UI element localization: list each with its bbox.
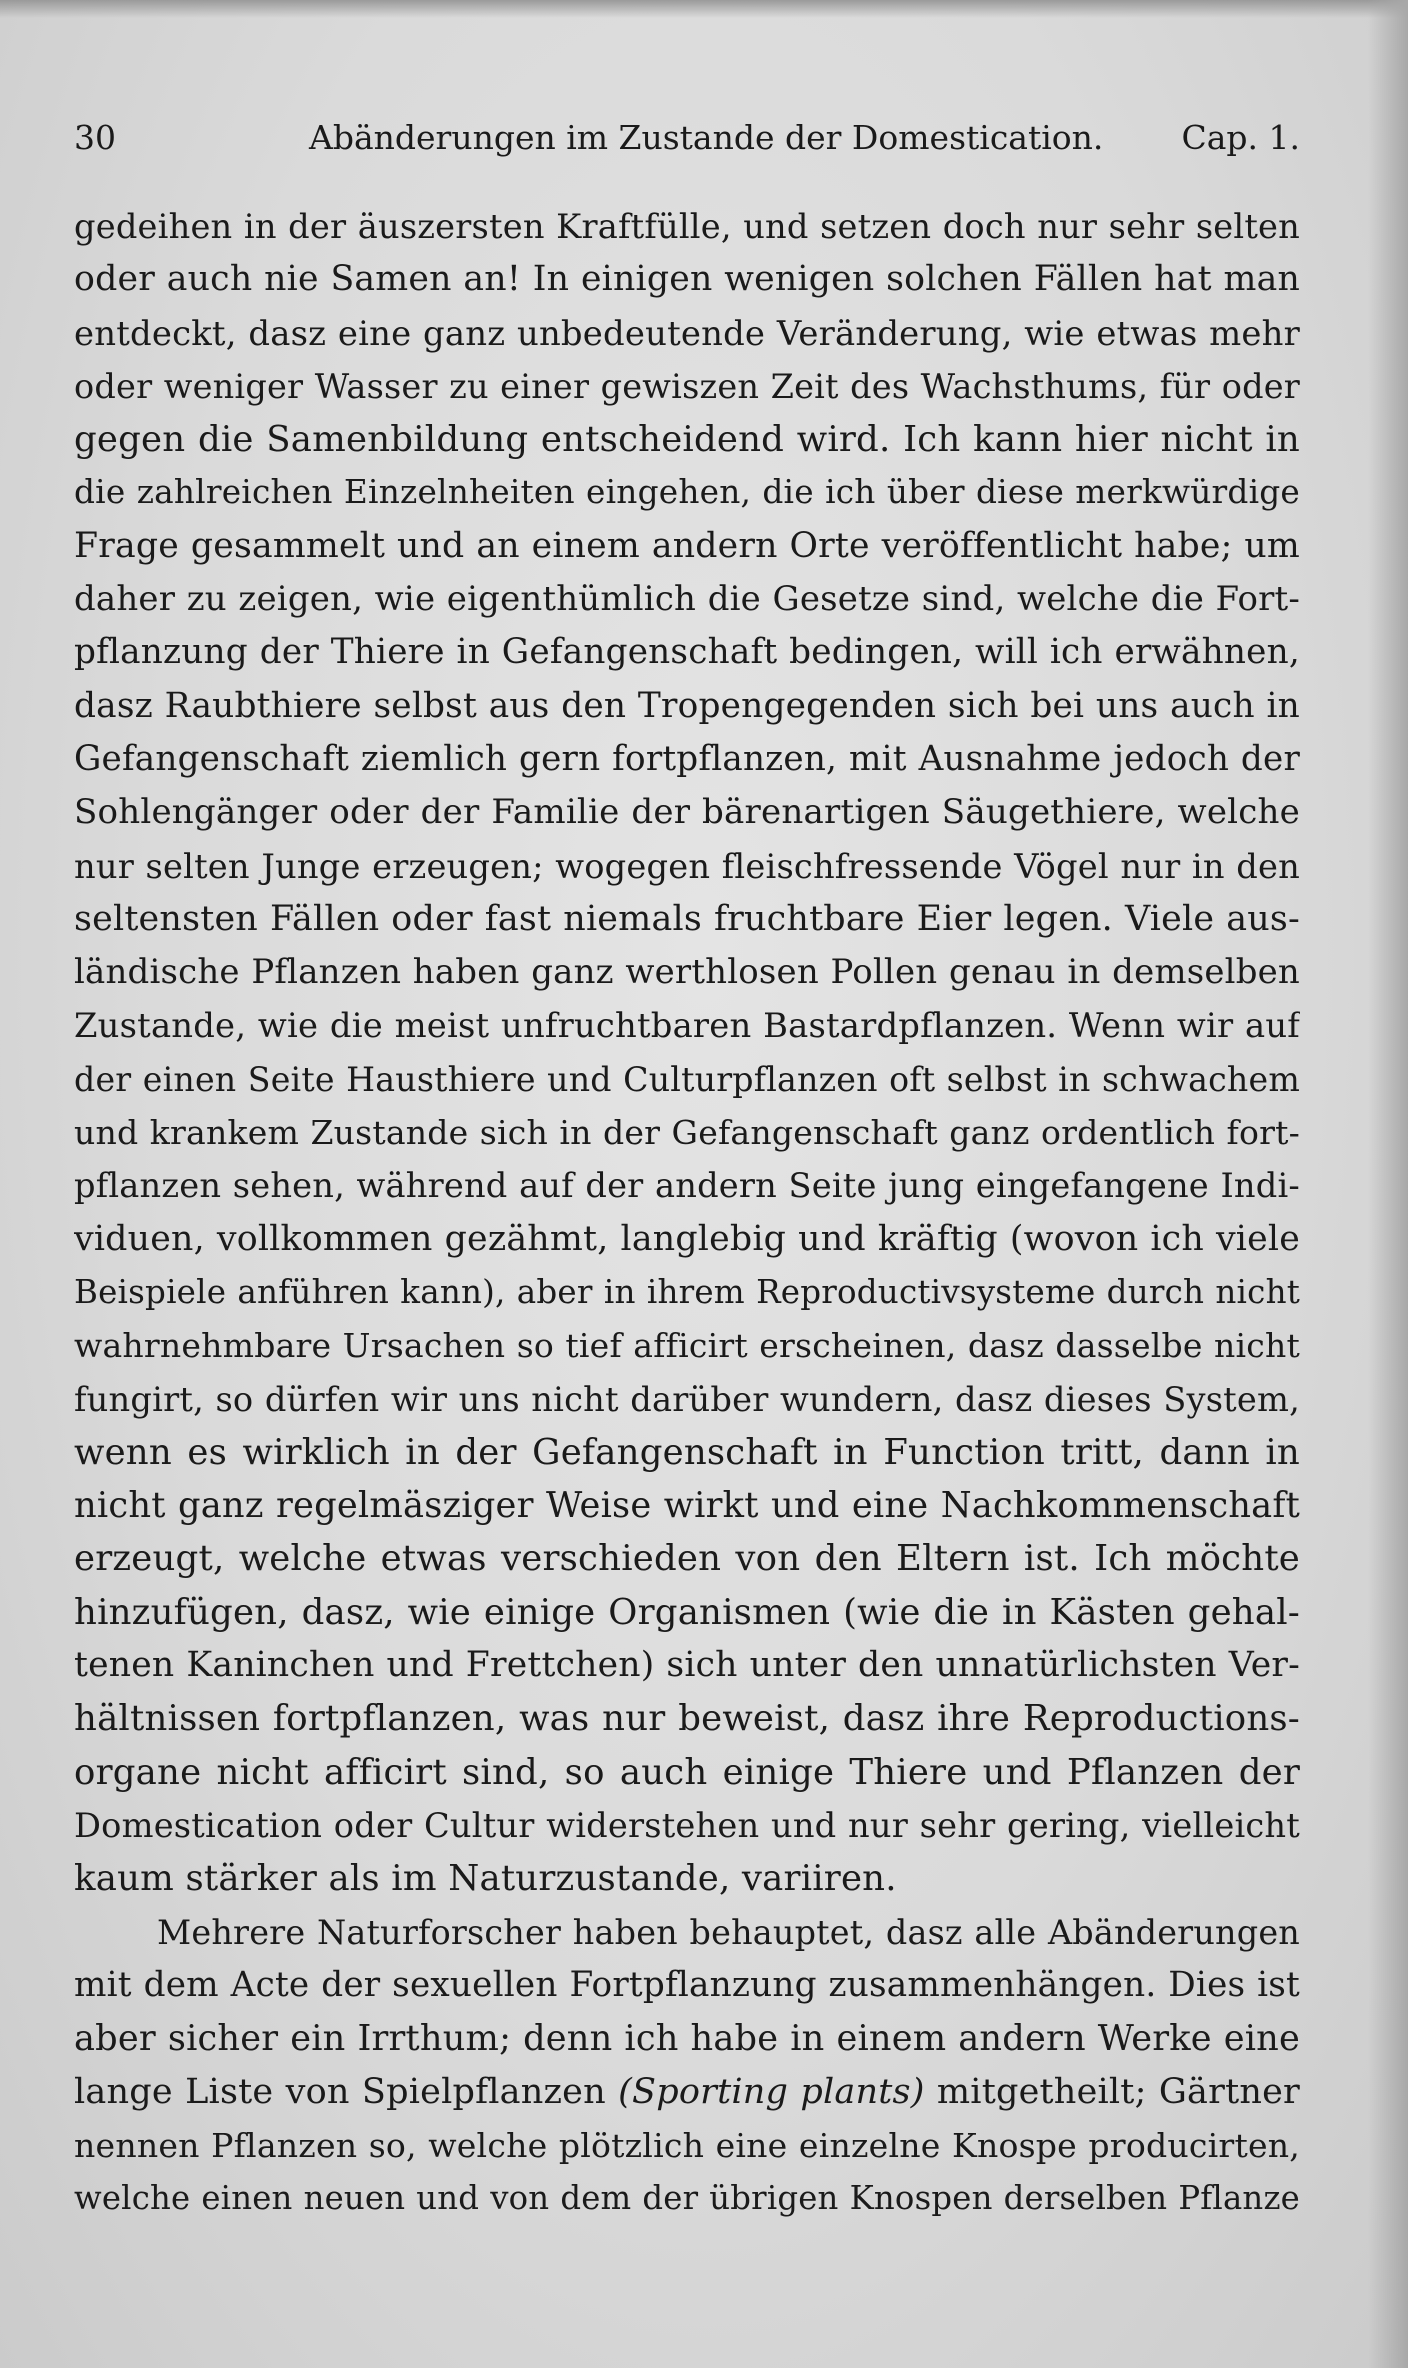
text-line: nennen Pflanzen so, welche plötzlich eine einzelne Knospe producirten, xyxy=(74,2125,1300,2165)
running-head xyxy=(74,112,1300,164)
text-line: gegen die Samenbildung entscheidend wird. Ich kann hier nicht in xyxy=(74,419,1300,461)
paragraph-2 xyxy=(74,1906,1300,2226)
text-line: hinzufügen, dasz, wie einige Organismen (wie die in Kästen gehal- xyxy=(74,1591,1300,1633)
text-line: Mehrere Naturforscher haben behauptet, dasz alle Abänderungen xyxy=(157,1912,1300,1952)
text-line: Sohlengänger oder der Familie der bärenartigen Säugethiere, welche xyxy=(74,792,1300,833)
paragraph-1 xyxy=(74,200,1300,1906)
text-line: ländische Pflanzen haben ganz werthlosen Pollen genau in demselben xyxy=(74,952,1300,993)
text-line: seltensten Fällen oder fast niemals fruchtbare Eier legen. Viele aus- xyxy=(74,898,1300,939)
text-line: die zahlreichen Einzelnheiten eingehen, die ich über diese merkwürdige xyxy=(74,473,1300,512)
text-line: der einen Seite Hausthiere und Culturpflanzen oft selbst in schwachem xyxy=(74,1059,1300,1099)
body-text xyxy=(74,200,1300,2225)
text-line: mit dem Acte der sexuellen Fortpflanzung zusammenhängen. Dies ist xyxy=(74,1964,1300,2005)
text-line: Gefangenschaft ziemlich gern fortpflanzen, mit Ausnahme jedoch der xyxy=(74,738,1300,779)
text-line: tenen Kaninchen und Frettchen) sich unter den unnatürlichsten Ver- xyxy=(74,1645,1300,1686)
text-line: erzeugt, welche etwas verschieden von den Eltern ist. Ich möchte xyxy=(74,1538,1300,1580)
text-line: organe nicht afficirt sind, so auch einige Thiere und Pflanzen der xyxy=(74,1751,1300,1793)
text-line: fungirt, so dürfen wir uns nicht darüber wundern, dasz dieses System, xyxy=(74,1379,1300,1419)
text-line: wenn es wirklich in der Gefangenschaft in Function tritt, dann in xyxy=(74,1431,1300,1473)
text-line: welche einen neuen und von dem der übrigen Knospen derselben Pflanze xyxy=(74,2178,1300,2217)
italic-term: (Sporting plants) xyxy=(618,2071,925,2113)
text-line: und krankem Zustande sich in der Gefangenschaft ganz ordentlich fort- xyxy=(74,1113,1300,1153)
text-line: pflanzung der Thiere in Gefangenschaft bedingen, will ich erwähnen, xyxy=(74,632,1300,673)
text-line: kaum stärker als im Naturzustande, variiren. xyxy=(74,1858,897,1900)
text-line: aber sicher ein Irrthum; denn ich habe in einem andern Werke eine xyxy=(74,2018,1300,2060)
running-title: Abänderungen im Zustande der Domestication. xyxy=(309,118,1104,157)
text-line: gedeihen in der äuszersten Kraftfülle, und setzen doch nur sehr selten xyxy=(74,207,1300,246)
text-line: nur selten Junge erzeugen; wogegen fleischfressende Vögel nur in den xyxy=(74,846,1300,886)
text-segment: lange Liste von Spielpflanzen xyxy=(74,2071,619,2113)
text-line: wahrnehmbare Ursachen so tief afficirt erscheinen, dasz dasselbe nicht xyxy=(74,1326,1300,1366)
text-line: viduen, vollkommen gezähmt, langlebig und kräftig (wovon ich viele xyxy=(74,1218,1300,1259)
text-line-with-italic xyxy=(74,2065,1300,2118)
text-line: dasz Raubthiere selbst aus den Tropengegenden sich bei uns auch in xyxy=(74,685,1300,726)
page-edge-shadow-top xyxy=(0,0,1408,18)
text-line: nicht ganz regelmäsziger Weise wirkt und eine Nachkommenschaft xyxy=(74,1485,1300,1527)
page-edge-shadow-right xyxy=(1368,0,1408,2368)
page-number: 30 xyxy=(74,118,116,157)
text-line: oder auch nie Samen an! In einigen wenigen solchen Fällen hat man xyxy=(74,259,1300,300)
text-line: Domestication oder Cultur widerstehen und nur sehr gering, vielleicht xyxy=(74,1805,1300,1845)
text-line: oder weniger Wasser zu einer gewiszen Zeit des Wachsthums, für oder xyxy=(74,366,1300,406)
text-line: Beispiele anführen kann), aber in ihrem Reproductivsysteme durch nicht xyxy=(74,1272,1300,1311)
text-line: Zustande, wie die meist unfruchtbaren Bastardpflanzen. Wenn wir auf xyxy=(74,1006,1300,1046)
text-segment: mitgetheilt; Gärtner xyxy=(924,2071,1300,2113)
text-line: hältnissen fortpflanzen, was nur beweist, dasz ihre Reproductions- xyxy=(74,1698,1300,1740)
text-line: pflanzen sehen, während auf der andern Seite jung eingefangene Indi- xyxy=(74,1166,1300,1206)
text-line: daher zu zeigen, wie eigenthümlich die Gesetze sind, welche die Fort- xyxy=(74,579,1300,620)
text-line: entdeckt, dasz eine ganz unbedeutende Veränderung, wie etwas mehr xyxy=(74,313,1300,353)
chapter-label: Cap. 1. xyxy=(1181,118,1300,157)
text-line: Frage gesammelt und an einem andern Orte veröffentlicht habe; um xyxy=(74,525,1300,566)
